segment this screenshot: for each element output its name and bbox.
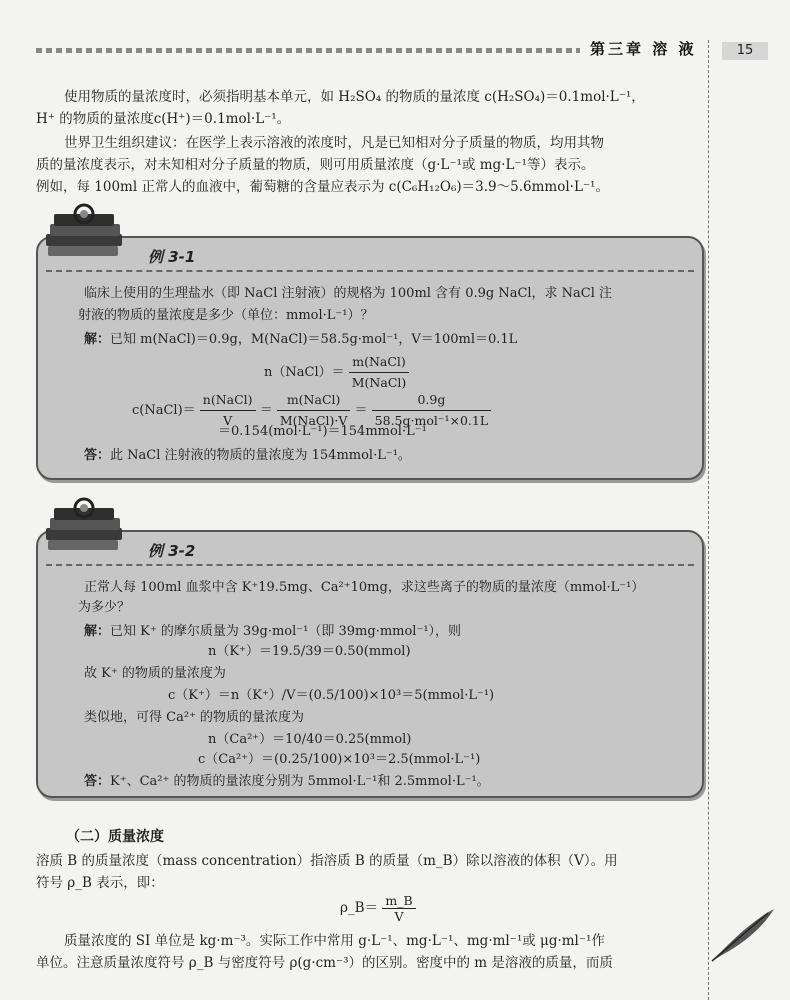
formula-lhs: c(NaCl)＝ [132, 403, 196, 418]
solution-given: 已知 m(NaCl)＝0.9g，M(NaCl)＝58.5g·mol⁻¹，V＝100ml＝0.1L [110, 332, 518, 347]
page-number: 15 [722, 42, 768, 60]
equals-sign: ＝ [259, 403, 273, 418]
section-p2-line2: 单位。注意质量浓度符号 ρ_B 与密度符号 ρ(g·cm⁻³）的区别。密度中的 m 是溶液的质量，而质 [36, 955, 613, 971]
solution-given: 已知 K⁺ 的摩尔质量为 39g·mol⁻¹（即 39mg·mmol⁻¹），则 [110, 624, 462, 639]
page-header [0, 40, 790, 68]
section-paragraph-2 [36, 930, 691, 974]
fraction-numerator: m(NaCl) [277, 390, 351, 411]
fraction-numerator: 0.9g [372, 390, 491, 411]
example-1-formula-3: ＝0.154(mol·L⁻¹)＝154mmol·L⁻¹ [218, 424, 427, 439]
intro-p1-line2: H⁺ 的物质的量浓度c(H⁺)＝0.1mol·L⁻¹。 [36, 111, 291, 127]
header-dashed-rule [36, 48, 580, 53]
fraction [349, 352, 410, 393]
example-1-solution [84, 330, 694, 350]
answer-label: 答： [84, 448, 111, 463]
example-box-2 [36, 530, 704, 798]
formula-lhs: n（NaCl）＝ [264, 365, 345, 380]
example-box-1 [36, 236, 704, 480]
example-2-step-2: 故 K⁺ 的物质的量浓度为 [84, 666, 226, 681]
fraction-denominator: 58.5g·mol⁻¹×0.1L [374, 413, 489, 428]
section-p2-line1: 质量浓度的 SI 单位是 kg·m⁻³。实际工作中常用 g·L⁻¹、mg·L⁻¹、mg·ml⁻¹或 μg·ml⁻¹作 [64, 933, 605, 949]
fraction [382, 893, 415, 924]
example-1-title: 例 3-1 [148, 248, 196, 266]
example-1-rule [46, 270, 694, 272]
fraction-numerator: m_B [382, 893, 415, 909]
example-2-question-line1: 正常人每 100ml 血浆中含 K⁺19.5mg、Ca²⁺10mg，求这些离子的物质的量浓度（mmol·L⁻¹） [84, 580, 645, 595]
section-p1-line2: 符号 ρ_B 表示，即： [36, 875, 164, 891]
example-2-step-1: n（K⁺）＝19.5/39＝0.50(mmol) [208, 644, 411, 659]
example-1-question-line1: 临床上使用的生理盐水（即 NaCl 注射液）的规格为 100ml 含有 0.9g NaCl，求 NaCl 注 [84, 286, 613, 301]
answer-text: 此 NaCl 注射液的物质的量浓度为 154mmol·L⁻¹。 [110, 448, 411, 463]
intro-p2-line2: 质的量浓度表示，对未知相对分子质量的物质，则可用质量浓度（g·L⁻¹或 mg·L⁻¹等）表示。 [36, 157, 595, 173]
example-2-step-4: 类似地，可得 Ca²⁺ 的物质的量浓度为 [84, 710, 305, 725]
equals-sign: ＝ [354, 403, 368, 418]
section-title: （二）质量浓度 [66, 829, 164, 845]
feather-icon [708, 905, 778, 965]
intro-paragraph-2 [36, 132, 691, 198]
solution-label: 解： [84, 624, 111, 639]
example-2-step-5: n（Ca²⁺）＝10/40＝0.25(mmol) [208, 732, 412, 747]
chapter-title: 第三章 溶 液 [590, 40, 697, 58]
fraction-denominator: V [223, 413, 233, 428]
fraction-numerator: n(NaCl) [200, 390, 256, 411]
section-p1-line1: 溶质 B 的质量浓度（mass concentration）指溶质 B 的质量（m_B）除以溶液的体积（V）。用 [36, 853, 618, 869]
example-2-step-6: c（Ca²⁺）＝(0.25/100)×10³＝2.5(mmol·L⁻¹) [198, 752, 481, 767]
answer-text: K⁺、Ca²⁺ 的物质的量浓度分别为 5mmol·L⁻¹和 2.5mmol·L⁻¹。 [110, 774, 490, 789]
fraction-denominator: M(NaCl)·V [279, 413, 348, 428]
example-2-step-3: c（K⁺）＝n（K⁺）/V＝(0.5/100)×10³＝5(mmol·L⁻¹) [168, 688, 495, 703]
fraction-denominator: V [394, 909, 404, 924]
intro-p1-line1: 使用物质的量浓度时，必须指明基本单元，如 H₂SO₄ 的物质的量浓度 c(H₂SO₄)＝0.1mol·L⁻¹， [64, 89, 645, 105]
example-2-question-line2: 为多少？ [78, 600, 131, 615]
intro-paragraph-1 [36, 86, 691, 130]
example-1-formula-1 [264, 352, 564, 393]
intro-p2-line1: 世界卫生组织建议：在医学上表示溶液的浓度时，凡是已知相对分子质量的物质，均用其物 [64, 135, 604, 151]
answer-label: 答： [84, 774, 111, 789]
books-icon [44, 200, 130, 264]
formula-lhs: ρ_B＝ [340, 900, 379, 916]
margin-rule [708, 40, 709, 1000]
example-1-question-line2: 射液的物质的量浓度是多少（单位：mmol·L⁻¹）？ [78, 308, 374, 323]
mass-concentration-formula [340, 893, 416, 924]
example-2-answer [84, 772, 694, 792]
example-2-solution [84, 622, 694, 642]
example-2-title: 例 3-2 [148, 542, 196, 560]
fraction-numerator: m(NaCl) [349, 352, 410, 373]
section-paragraph-1 [36, 850, 691, 894]
example-2-rule [46, 564, 694, 566]
solution-label: 解： [84, 332, 111, 347]
fraction-denominator: M(NaCl) [351, 375, 407, 390]
books-icon [44, 494, 130, 558]
intro-p2-line3: 例如，每 100ml 正常人的血液中，葡萄糖的含量应表示为 c(C₆H₁₂O₆)＝3.9～5.6mmol·L⁻¹。 [36, 179, 609, 195]
example-1-answer [84, 446, 694, 466]
